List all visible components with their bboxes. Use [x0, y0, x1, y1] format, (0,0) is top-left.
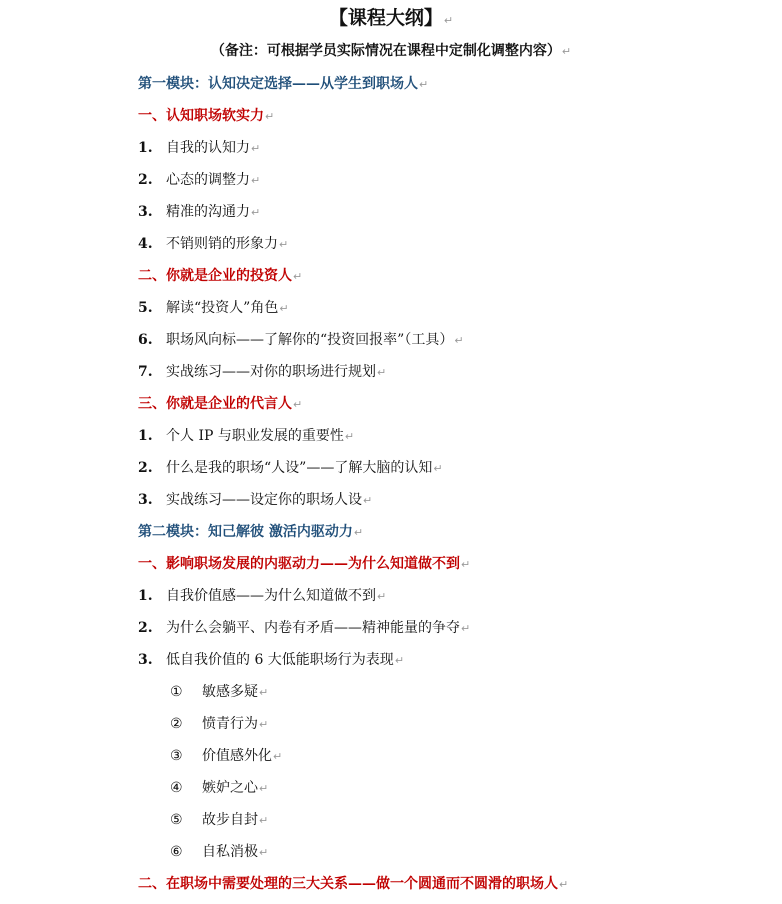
list-item: [138, 648, 404, 672]
note-text: （备注：可根据学员实际情况在课程中定制化调整内容）: [210, 43, 561, 59]
paragraph-mark-icon: ↵: [279, 302, 289, 315]
paragraph-mark-icon: ↵: [377, 366, 387, 379]
item-number: 3.: [138, 492, 153, 508]
item-number: 6.: [138, 332, 153, 348]
item-number: 2.: [138, 620, 153, 636]
list-item: [138, 296, 289, 320]
line-text: 第一模块：认知决定选择——从学生到职场人: [138, 76, 418, 92]
line-text: 三、你就是企业的代言人: [138, 396, 292, 412]
paragraph-mark-icon: ↵: [259, 782, 269, 795]
paragraph-mark-icon: ↵: [259, 814, 269, 827]
line-text: 职场风向标——了解你的“投资回报率”（工具）: [166, 332, 454, 348]
paragraph-mark-icon: ↵: [443, 14, 454, 27]
line-text: 第二模块：知己解彼 激活内驱动力: [138, 524, 353, 540]
list-item: [138, 232, 288, 256]
course-note: [0, 39, 782, 63]
list-item: [138, 456, 443, 480]
section-heading: [138, 392, 302, 416]
line-text: 心态的调整力: [166, 172, 250, 188]
paragraph-mark-icon: ↵: [561, 45, 572, 58]
paragraph-mark-icon: ↵: [394, 654, 405, 667]
sub-list-item: [170, 680, 268, 704]
item-number: 3.: [138, 204, 153, 220]
module-heading: [138, 72, 428, 96]
item-number: 4.: [138, 236, 153, 252]
line-text: 什么是我的职场“人设”——了解大脑的认知: [166, 460, 433, 476]
section-heading: [138, 872, 568, 896]
paragraph-mark-icon: ↵: [559, 878, 569, 891]
list-item: [138, 200, 260, 224]
paragraph-mark-icon: ↵: [461, 622, 471, 635]
page-title: [0, 6, 782, 30]
title-text: 【课程大纲】: [328, 7, 443, 29]
list-item: [138, 136, 260, 160]
line-text: 精准的沟通力: [166, 204, 250, 220]
list-item: [138, 328, 464, 352]
paragraph-mark-icon: ↵: [251, 206, 261, 219]
paragraph-mark-icon: ↵: [293, 398, 303, 411]
paragraph-mark-icon: ↵: [454, 334, 464, 347]
sub-list-item: [170, 808, 268, 832]
line-text: 二、在职场中需要处理的三大关系——做一个圆通而不圆滑的职场人: [138, 876, 558, 892]
item-number: 5.: [138, 300, 153, 316]
line-text: 一、认知职场软实力: [138, 108, 264, 124]
section-heading: [138, 552, 470, 576]
paragraph-mark-icon: ↵: [259, 846, 269, 859]
item-number: 3.: [138, 652, 153, 668]
sub-list-item: [170, 840, 268, 864]
sub-list-item: [170, 712, 268, 736]
line-text: 嫉妒之心: [202, 780, 258, 796]
item-number: ③: [170, 748, 183, 764]
list-item: [138, 616, 470, 640]
line-text: 愤青行为: [202, 716, 258, 732]
list-item: [138, 488, 372, 512]
paragraph-mark-icon: ↵: [259, 718, 269, 731]
item-number: 7.: [138, 364, 153, 380]
paragraph-mark-icon: ↵: [279, 238, 289, 251]
line-text: 敏感多疑: [202, 684, 258, 700]
item-number: 1.: [138, 428, 153, 444]
line-text: 不销则销的形象力: [166, 236, 278, 252]
line-text: 为什么会躺平、内卷有矛盾——精神能量的争夺: [166, 620, 460, 636]
line-text: 个人 IP 与职业发展的重要性: [166, 428, 344, 444]
item-number: 2.: [138, 460, 153, 476]
paragraph-mark-icon: ↵: [461, 558, 471, 571]
line-text: 自私消极: [202, 844, 258, 860]
line-text: 自我价值感——为什么知道做不到: [166, 588, 376, 604]
item-number: ④: [170, 780, 183, 796]
paragraph-mark-icon: ↵: [265, 110, 275, 123]
paragraph-mark-icon: ↵: [433, 462, 443, 475]
line-text: 故步自封: [202, 812, 258, 828]
paragraph-mark-icon: ↵: [377, 590, 387, 603]
paragraph-mark-icon: ↵: [259, 686, 269, 699]
line-text: 自我的认知力: [166, 140, 250, 156]
paragraph-mark-icon: ↵: [251, 174, 261, 187]
section-heading: [138, 104, 274, 128]
item-number: ①: [170, 684, 183, 700]
line-text: 实战练习——设定你的职场人设: [166, 492, 362, 508]
sub-list-item: [170, 744, 282, 768]
module-heading: [138, 520, 363, 544]
line-text: 实战练习——对你的职场进行规划: [166, 364, 376, 380]
list-item: [138, 584, 386, 608]
paragraph-mark-icon: ↵: [344, 430, 355, 443]
paragraph-mark-icon: ↵: [273, 750, 283, 763]
sub-list-item: [170, 776, 268, 800]
list-item: [138, 424, 354, 448]
item-number: ⑥: [170, 844, 183, 860]
item-number: 1.: [138, 588, 153, 604]
line-text: 一、影响职场发展的内驱动力——为什么知道做不到: [138, 556, 460, 572]
line-text: 低自我价值的 6 大低能职场行为表现: [166, 652, 394, 668]
paragraph-mark-icon: ↵: [251, 142, 261, 155]
paragraph-mark-icon: ↵: [353, 526, 364, 539]
paragraph-mark-icon: ↵: [419, 78, 429, 91]
list-item: [138, 168, 260, 192]
item-number: ⑤: [170, 812, 183, 828]
line-text: 价值感外化: [202, 748, 272, 764]
line-text: 解读“投资人”角色: [166, 300, 279, 316]
paragraph-mark-icon: ↵: [363, 494, 373, 507]
item-number: ②: [170, 716, 183, 732]
paragraph-mark-icon: ↵: [293, 270, 303, 283]
item-number: 1.: [138, 140, 153, 156]
list-item: [138, 360, 386, 384]
line-text: 二、你就是企业的投资人: [138, 268, 292, 284]
section-heading: [138, 264, 302, 288]
item-number: 2.: [138, 172, 153, 188]
